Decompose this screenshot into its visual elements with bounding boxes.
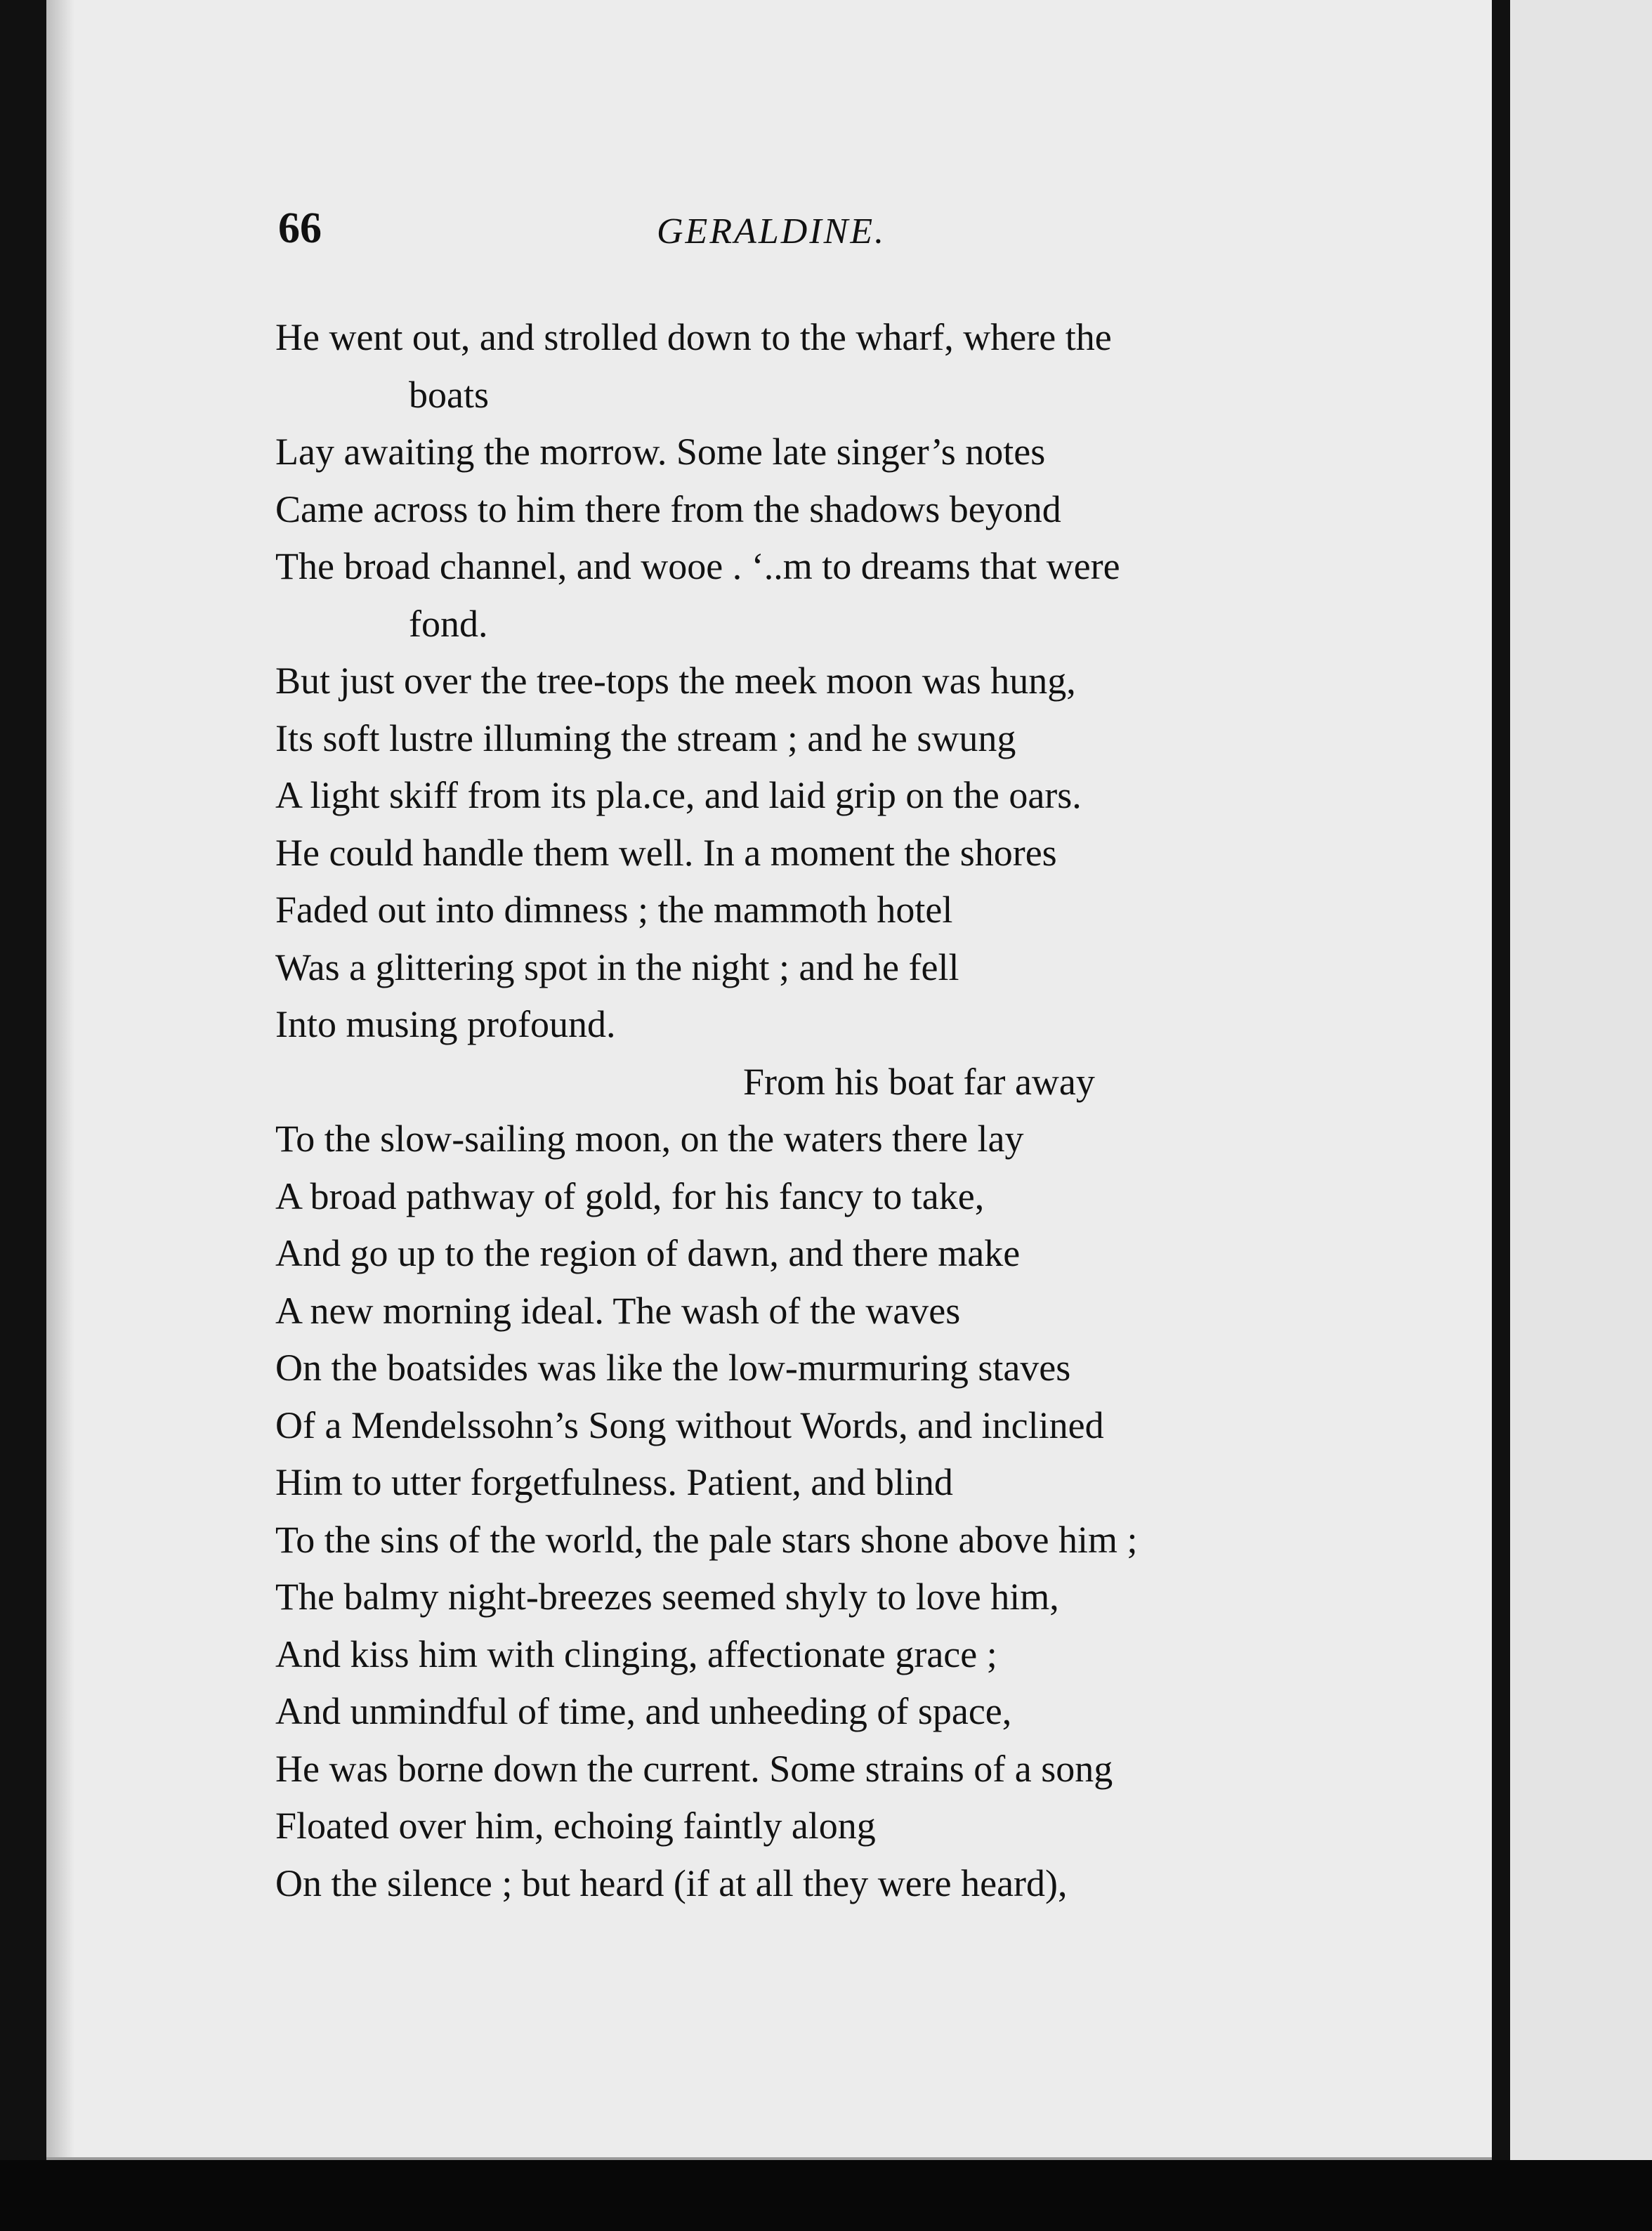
next-page-edge <box>1510 0 1652 2160</box>
poem-line: And go up to the region of dawn, and there make <box>275 1232 1021 1274</box>
poem-line: Came across to him there from the shadows beyond <box>275 488 1061 530</box>
poem-line: The broad channel, and wooe . ‘..m to dreams that were <box>275 545 1120 587</box>
poem-line: Floated over him, echoing faintly along <box>275 1805 876 1847</box>
running-title: GERALDINE. <box>657 211 886 251</box>
poem-line: Was a glittering spot in the night ; and he fell <box>275 946 959 988</box>
poem-line: To the slow-sailing moon, on the waters there lay <box>275 1118 1024 1160</box>
poem-line: Lay awaiting the morrow. Some late singer’s notes <box>275 431 1046 473</box>
poem-line: A new morning ideal. The wash of the waves <box>275 1289 961 1332</box>
poem-line: boats <box>409 373 489 416</box>
poem-line: But just over the tree-tops the meek moon was hung, <box>275 660 1076 702</box>
poem-line: fond. <box>409 602 488 645</box>
poem-line: Into musing profound. <box>275 1003 616 1045</box>
poem-line: He went out, and strolled down to the wharf, where the <box>275 316 1112 358</box>
page-gutter <box>1492 0 1510 2160</box>
poem-line: A light skiff from its pla.ce, and laid grip on the oars. <box>275 774 1082 816</box>
poem-line: On the boatsides was like the low-murmuring staves <box>275 1347 1071 1389</box>
poem-text <box>275 309 1483 1912</box>
poem-line: From his boat far away <box>743 1060 1095 1103</box>
binding-edge <box>0 0 46 2231</box>
poem-line: Its soft lustre illuming the stream ; and he swung <box>275 717 1016 759</box>
scan-border <box>0 2160 1652 2231</box>
poem-line: To the sins of the world, the pale stars shone above him ; <box>275 1518 1138 1561</box>
poem-line: A broad pathway of gold, for his fancy to take, <box>275 1175 985 1217</box>
poem-line: On the silence ; but heard (if at all they were heard), <box>275 1862 1068 1904</box>
poem-line: And kiss him with clinging, affectionate grace ; <box>275 1633 997 1675</box>
poem-line: He was borne down the current. Some strains of a song <box>275 1747 1113 1790</box>
poem-line: Of a Mendelssohn’s Song without Words, and inclined <box>275 1404 1104 1446</box>
poem-line: He could handle them well. In a moment the shores <box>275 831 1057 874</box>
poem-line: Him to utter forgetfulness. Patient, and blind <box>275 1461 953 1503</box>
poem-line: The balmy night-breezes seemed shyly to love him, <box>275 1576 1059 1618</box>
page-shadow <box>46 0 74 2160</box>
page-number: 66 <box>278 204 322 252</box>
poem-line: Faded out into dimness ; the mammoth hotel <box>275 889 953 931</box>
poem-line: And unmindful of time, and unheeding of space, <box>275 1690 1012 1732</box>
